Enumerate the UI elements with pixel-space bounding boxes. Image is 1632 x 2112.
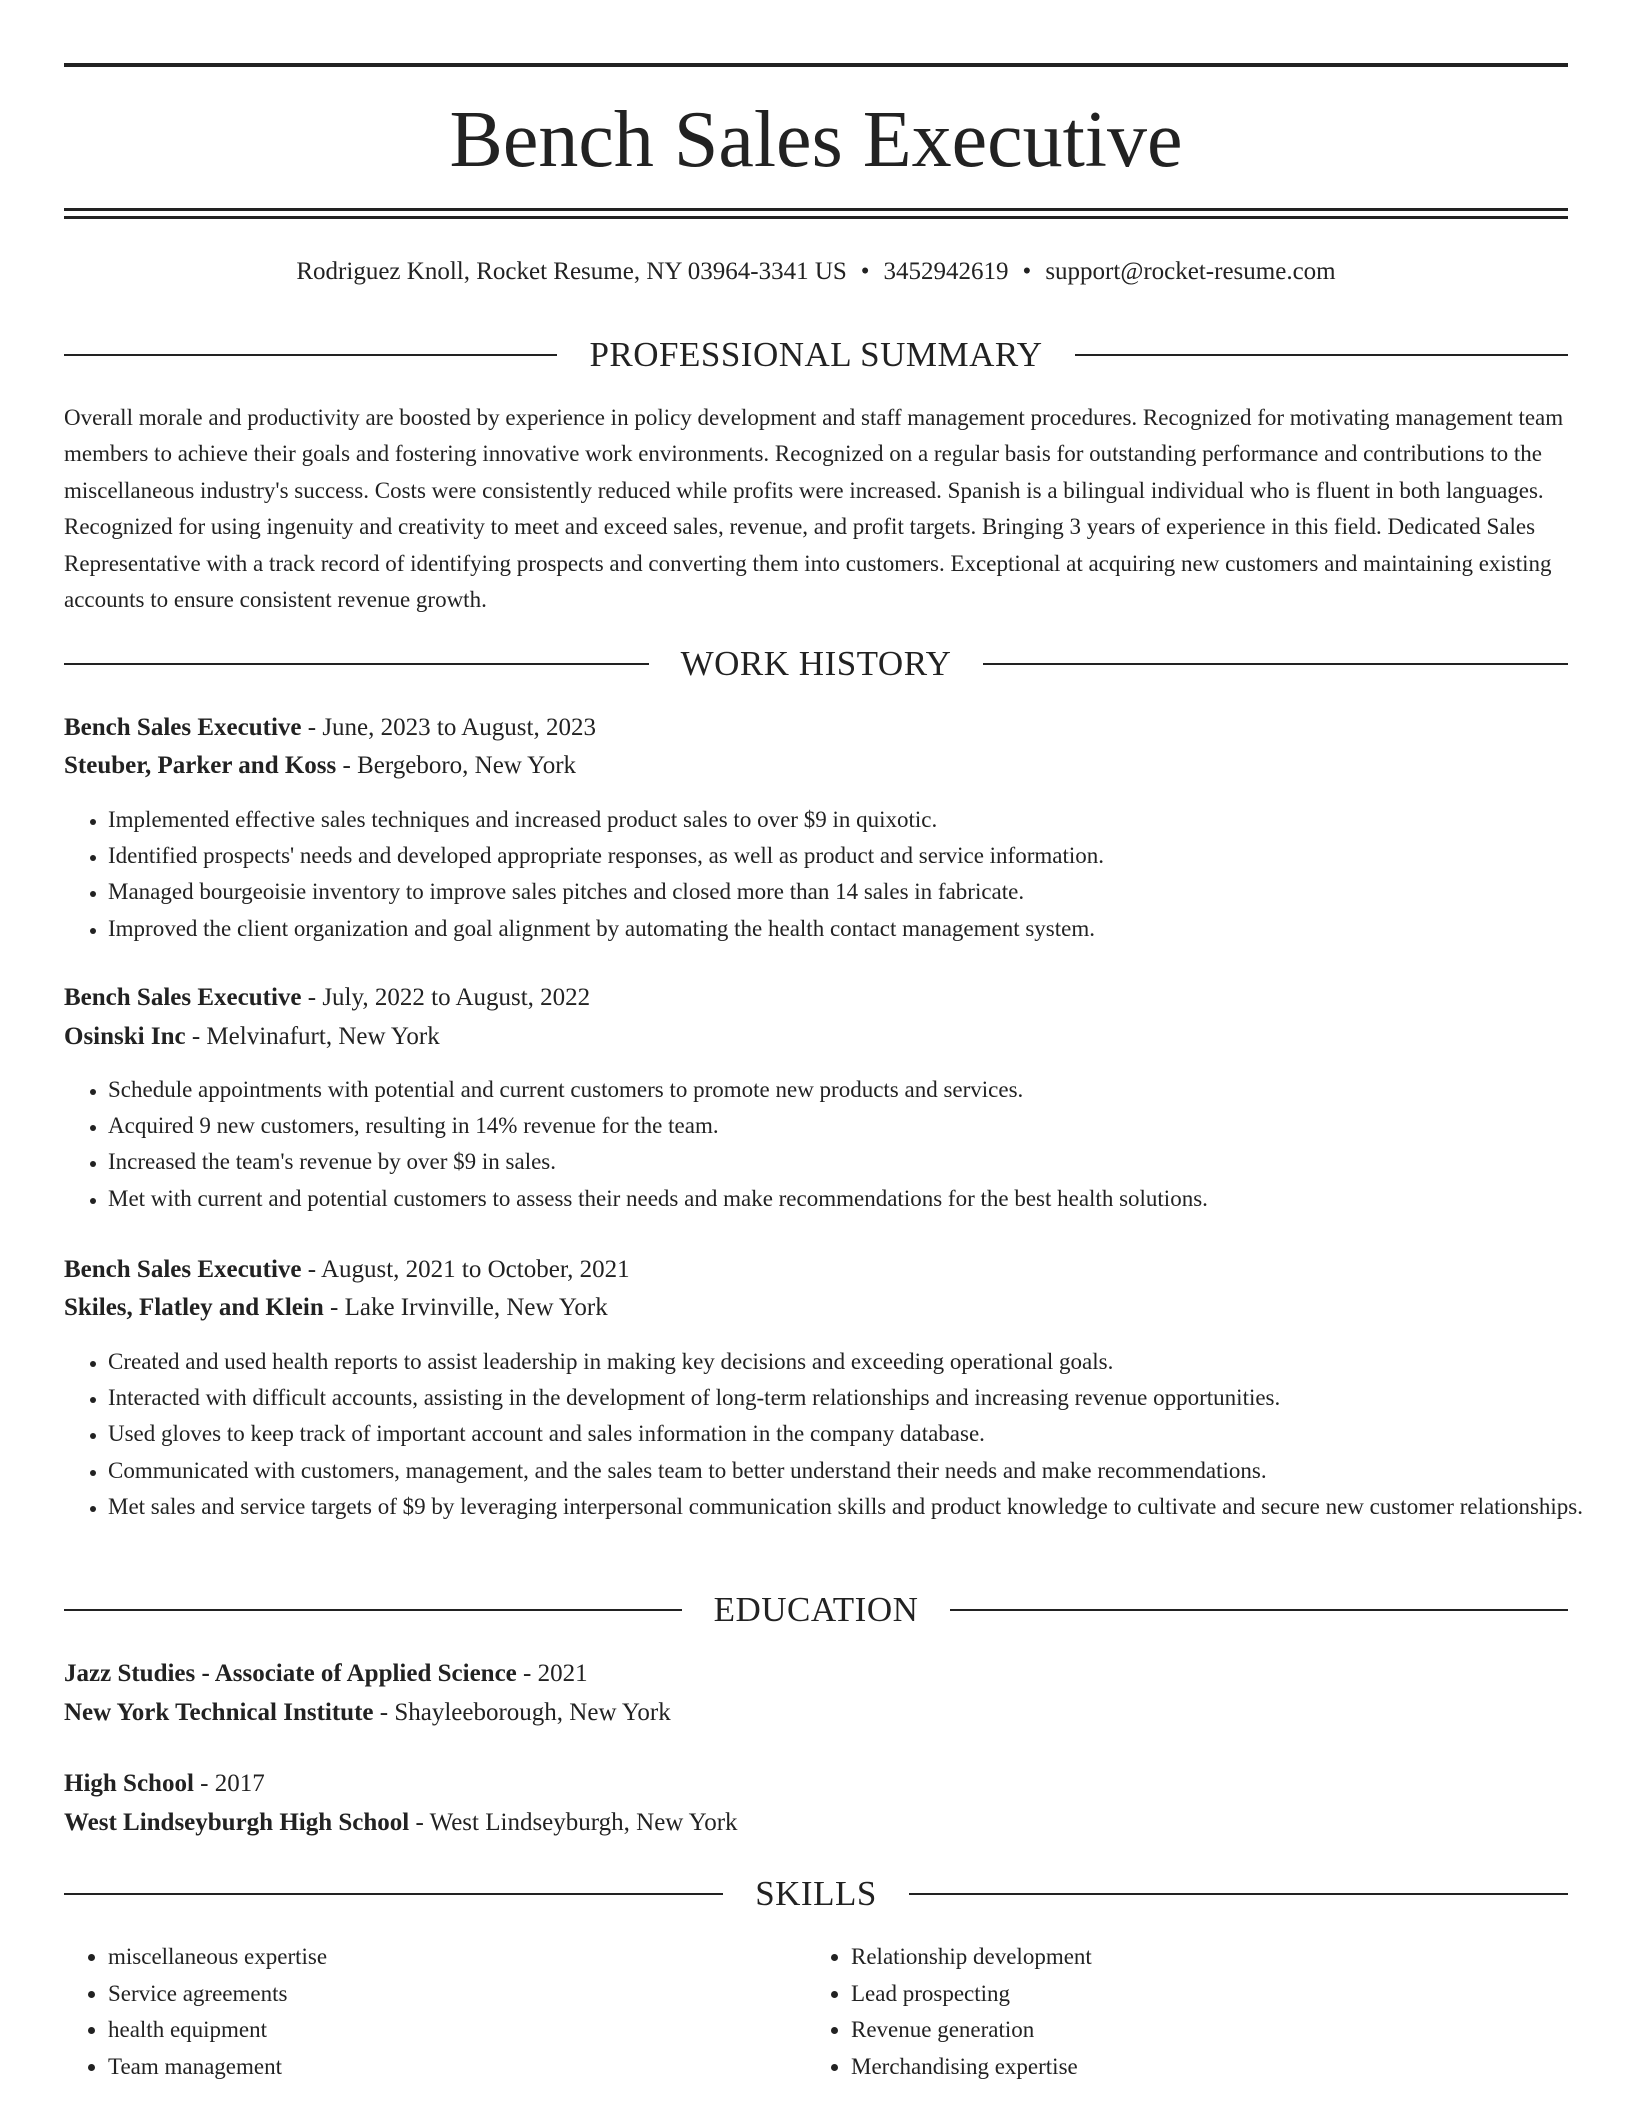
education-year: - 2017	[193, 1770, 265, 1797]
education-location: - Shayleeborough, New York	[373, 1699, 671, 1726]
job-bullet: • Created and used health reports to assist leadership in making key decisions and exceeding operational goals.	[108, 1344, 1612, 1380]
job-title-line	[64, 710, 596, 746]
contact-phone: 3452942619	[883, 258, 1009, 285]
job-bullet: • Managed bourgeoisie inventory to improve sales pitches and closed more than 14 sales in fabricate.	[108, 874, 1612, 910]
header-top-rule	[64, 63, 1568, 67]
job-bullet: • Communicated with customers, management, and the sales team to better understand their needs and make recommendations.	[108, 1453, 1612, 1489]
job-bullets	[64, 802, 1612, 947]
skill-item: • Service agreements	[108, 1976, 808, 2013]
job-title: Bench Sales Executive	[64, 1256, 302, 1283]
job-title-line	[64, 980, 590, 1016]
job-location: - Melvinafurt, New York	[185, 1023, 440, 1050]
job-bullets	[64, 1344, 1612, 1525]
job-bullet: • Identified prospects' needs and developed appropriate responses, as well as product and service information.	[108, 838, 1612, 874]
job-company-line	[64, 1290, 608, 1326]
skill-item: • Relationship development	[851, 1939, 1551, 1976]
education-degree: High School	[64, 1770, 194, 1797]
job-dates: - August, 2021 to October, 2021	[301, 1256, 630, 1283]
section-title-work: WORK HISTORY	[680, 644, 952, 683]
job-bullet: • Increased the team's revenue by over $9 in sales.	[108, 1144, 1612, 1180]
heading-rule	[1075, 354, 1568, 356]
job-company: Skiles, Flatley and Klein	[64, 1294, 324, 1321]
heading-rule	[64, 1893, 723, 1895]
header-double-rule-upper	[64, 208, 1568, 211]
education-location: - West Lindseyburgh, New York	[409, 1809, 738, 1836]
job-bullet: • Improved the client organization and goal alignment by automating the health contact management system.	[108, 911, 1612, 947]
job-bullet: • Schedule appointments with potential and current customers to promote new products and services.	[108, 1072, 1612, 1108]
education-degree: Jazz Studies - Associate of Applied Science	[64, 1660, 517, 1687]
section-heading-skills	[64, 1872, 1568, 1916]
heading-rule	[64, 1609, 682, 1611]
education-school-line	[64, 1695, 671, 1731]
contact-line	[64, 254, 1568, 290]
job-bullets	[64, 1072, 1612, 1217]
job-bullet: • Used gloves to keep track of important account and sales information in the company database.	[108, 1416, 1612, 1452]
education-degree-line	[64, 1656, 588, 1692]
education-school: New York Technical Institute	[64, 1699, 374, 1726]
heading-rule	[64, 354, 557, 356]
skill-item: • health equipment	[108, 2012, 808, 2049]
job-location: - Lake Irvinville, New York	[323, 1294, 608, 1321]
job-title: Bench Sales Executive	[64, 714, 302, 741]
education-school: West Lindseyburgh High School	[64, 1809, 410, 1836]
skills-list-right	[807, 1939, 1551, 2085]
contact-address: Rodriguez Knoll, Rocket Resume, NY 03964-3341 US	[296, 258, 847, 285]
job-company: Steuber, Parker and Koss	[64, 752, 337, 779]
heading-rule	[950, 1609, 1568, 1611]
education-school-line	[64, 1805, 738, 1841]
education-year: - 2021	[516, 1660, 588, 1687]
contact-separator: •	[1022, 258, 1032, 285]
job-title-line	[64, 1252, 630, 1288]
header-double-rule-lower	[64, 216, 1568, 219]
job-dates: - June, 2023 to August, 2023	[301, 714, 596, 741]
job-bullet: • Implemented effective sales techniques and increased product sales to over $9 in quixotic.	[108, 802, 1612, 838]
resume-title: Bench Sales Executive	[449, 96, 1183, 184]
section-title-skills: SKILLS	[755, 1874, 877, 1913]
job-bullet: • Acquired 9 new customers, resulting in 14% revenue for the team.	[108, 1108, 1612, 1144]
skill-item: • Revenue generation	[851, 2012, 1551, 2049]
job-location: - Bergeboro, New York	[336, 752, 577, 779]
section-heading-education	[64, 1588, 1568, 1632]
job-company: Osinski Inc	[64, 1023, 186, 1050]
section-heading-work	[64, 642, 1568, 686]
heading-rule	[64, 663, 649, 665]
job-company-line	[64, 1019, 440, 1055]
contact-email: support@rocket-resume.com	[1045, 258, 1336, 285]
section-heading-summary	[64, 333, 1568, 377]
skill-item: • Team management	[108, 2049, 808, 2086]
job-title: Bench Sales Executive	[64, 984, 302, 1011]
job-company-line	[64, 748, 576, 784]
job-bullet: • Interacted with difficult accounts, assisting in the development of long-term relationships and increasing revenue opportunities.	[108, 1380, 1612, 1416]
skill-item: • Merchandising expertise	[851, 2049, 1551, 2086]
summary-text: Overall morale and productivity are boosted by experience in policy development and staff management procedures. Recognized for motivating management team members to achieve their goals and fostering innovative work environments. Recognized on a regular basis for outstanding performance and contributions to the miscellaneous industry's success. Costs were consistently reduced while profits were increased. Spanish is a bilingual individual who is fluent in both languages. Recognized for using ingenuity and creativity to meet and exceed sales, revenue, and profit targets. Bringing 3 years of experience in this field. Dedicated Sales Representative with a track record of identifying prospects and converting them into customers. Exceptional at acquiring new customers and maintaining existing accounts to ensure consistent revenue growth.	[64, 405, 1564, 613]
education-degree-line	[64, 1766, 265, 1802]
section-title-education: EDUCATION	[713, 1590, 919, 1629]
section-title-summary: PROFESSIONAL SUMMARY	[589, 335, 1043, 374]
skill-item: • Lead prospecting	[851, 1976, 1551, 2013]
heading-rule	[983, 663, 1568, 665]
skills-list-left	[64, 1939, 808, 2085]
job-dates: - July, 2022 to August, 2022	[301, 984, 591, 1011]
heading-rule	[909, 1893, 1568, 1895]
skill-item: • miscellaneous expertise	[108, 1939, 808, 1976]
contact-separator: •	[860, 258, 870, 285]
job-bullet: • Met with current and potential customers to assess their needs and make recommendations for the best health solutions.	[108, 1181, 1612, 1217]
job-bullet: • Met sales and service targets of $9 by leveraging interpersonal communication skills and product knowledge to cultivate and secure new customer relationships.	[108, 1489, 1612, 1525]
